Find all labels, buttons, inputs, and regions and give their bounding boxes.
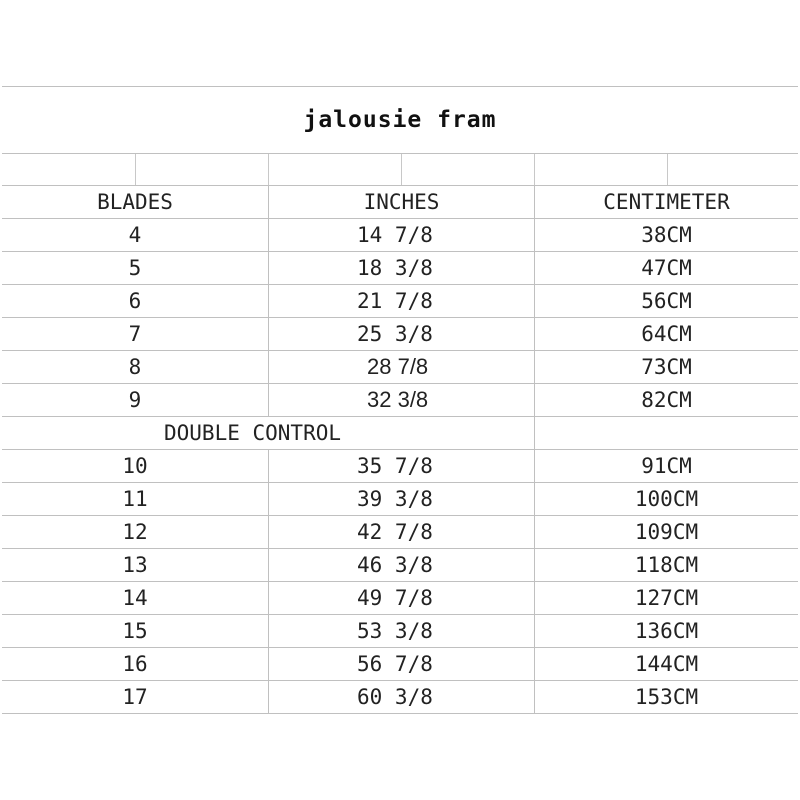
blades-cell: 7: [128, 322, 142, 346]
header-inches: INCHES: [268, 186, 534, 218]
inches-cell: 32 3/8: [268, 384, 534, 416]
blades-cell: 15: [122, 619, 148, 643]
cm-cell: 82CM: [534, 384, 798, 416]
column-divider: [135, 154, 136, 185]
header-row: [2, 186, 798, 219]
table-row: [2, 681, 798, 714]
inches-cell: 28 7/8: [268, 351, 534, 383]
inches-cell: 42 7/8: [268, 516, 534, 548]
blades-cell: 6: [128, 289, 142, 313]
cm-cell: 144CM: [534, 648, 798, 680]
table-row: [2, 582, 798, 615]
cm-cell: 73CM: [534, 351, 798, 383]
blades-cell: 16: [122, 652, 148, 676]
cm-cell: 47CM: [534, 252, 798, 284]
table-row: [2, 615, 798, 648]
blades-cell: 11: [122, 487, 148, 511]
table-row: [2, 351, 798, 384]
size-table: [2, 86, 798, 714]
section-label: DOUBLE CONTROL: [164, 421, 342, 445]
column-divider: [268, 154, 269, 185]
blades-cell: 9: [128, 388, 142, 412]
column-divider: [401, 154, 402, 185]
table-row: [2, 318, 798, 351]
blades-cell: 10: [122, 454, 148, 478]
table-row: [2, 549, 798, 582]
column-divider: [667, 154, 668, 185]
inches-cell: 21 7/8: [268, 285, 534, 317]
blades-cell: 12: [122, 520, 148, 544]
column-divider: [534, 154, 535, 185]
table-row: [2, 252, 798, 285]
table-row: [2, 285, 798, 318]
cm-cell: 118CM: [534, 549, 798, 581]
inches-cell: 49 7/8: [268, 582, 534, 614]
table-row: [2, 219, 798, 252]
cm-cell: 64CM: [534, 318, 798, 350]
inches-cell: 35 7/8: [268, 450, 534, 482]
empty-cell: [534, 417, 798, 449]
table-title: jalousie fram: [2, 87, 798, 154]
cm-cell: 100CM: [534, 483, 798, 515]
blades-cell: 8: [128, 355, 142, 379]
inches-cell: 39 3/8: [268, 483, 534, 515]
cm-cell: 127CM: [534, 582, 798, 614]
blades-cell: 4: [128, 223, 142, 247]
inches-cell: 60 3/8: [268, 681, 534, 713]
table-row: [2, 450, 798, 483]
blades-cell: 5: [128, 256, 142, 280]
blades-cell: 13: [122, 553, 148, 577]
table-row: [2, 648, 798, 681]
cm-cell: 153CM: [534, 681, 798, 713]
cm-cell: 91CM: [534, 450, 798, 482]
empty-row: [2, 154, 798, 186]
inches-cell: 14 7/8: [268, 219, 534, 251]
section-row: [2, 417, 798, 450]
header-centimeter: CENTIMETER: [534, 186, 798, 218]
inches-cell: 18 3/8: [268, 252, 534, 284]
blades-cell: 17: [122, 685, 148, 709]
table-row: [2, 516, 798, 549]
cm-cell: 56CM: [534, 285, 798, 317]
header-blades: BLADES: [97, 190, 173, 214]
inches-cell: 53 3/8: [268, 615, 534, 647]
cm-cell: 109CM: [534, 516, 798, 548]
inches-cell: 56 7/8: [268, 648, 534, 680]
cm-cell: 38CM: [534, 219, 798, 251]
inches-cell: 46 3/8: [268, 549, 534, 581]
cm-cell: 136CM: [534, 615, 798, 647]
table-row: [2, 384, 798, 417]
blades-cell: 14: [122, 586, 148, 610]
table-row: [2, 483, 798, 516]
inches-cell: 25 3/8: [268, 318, 534, 350]
